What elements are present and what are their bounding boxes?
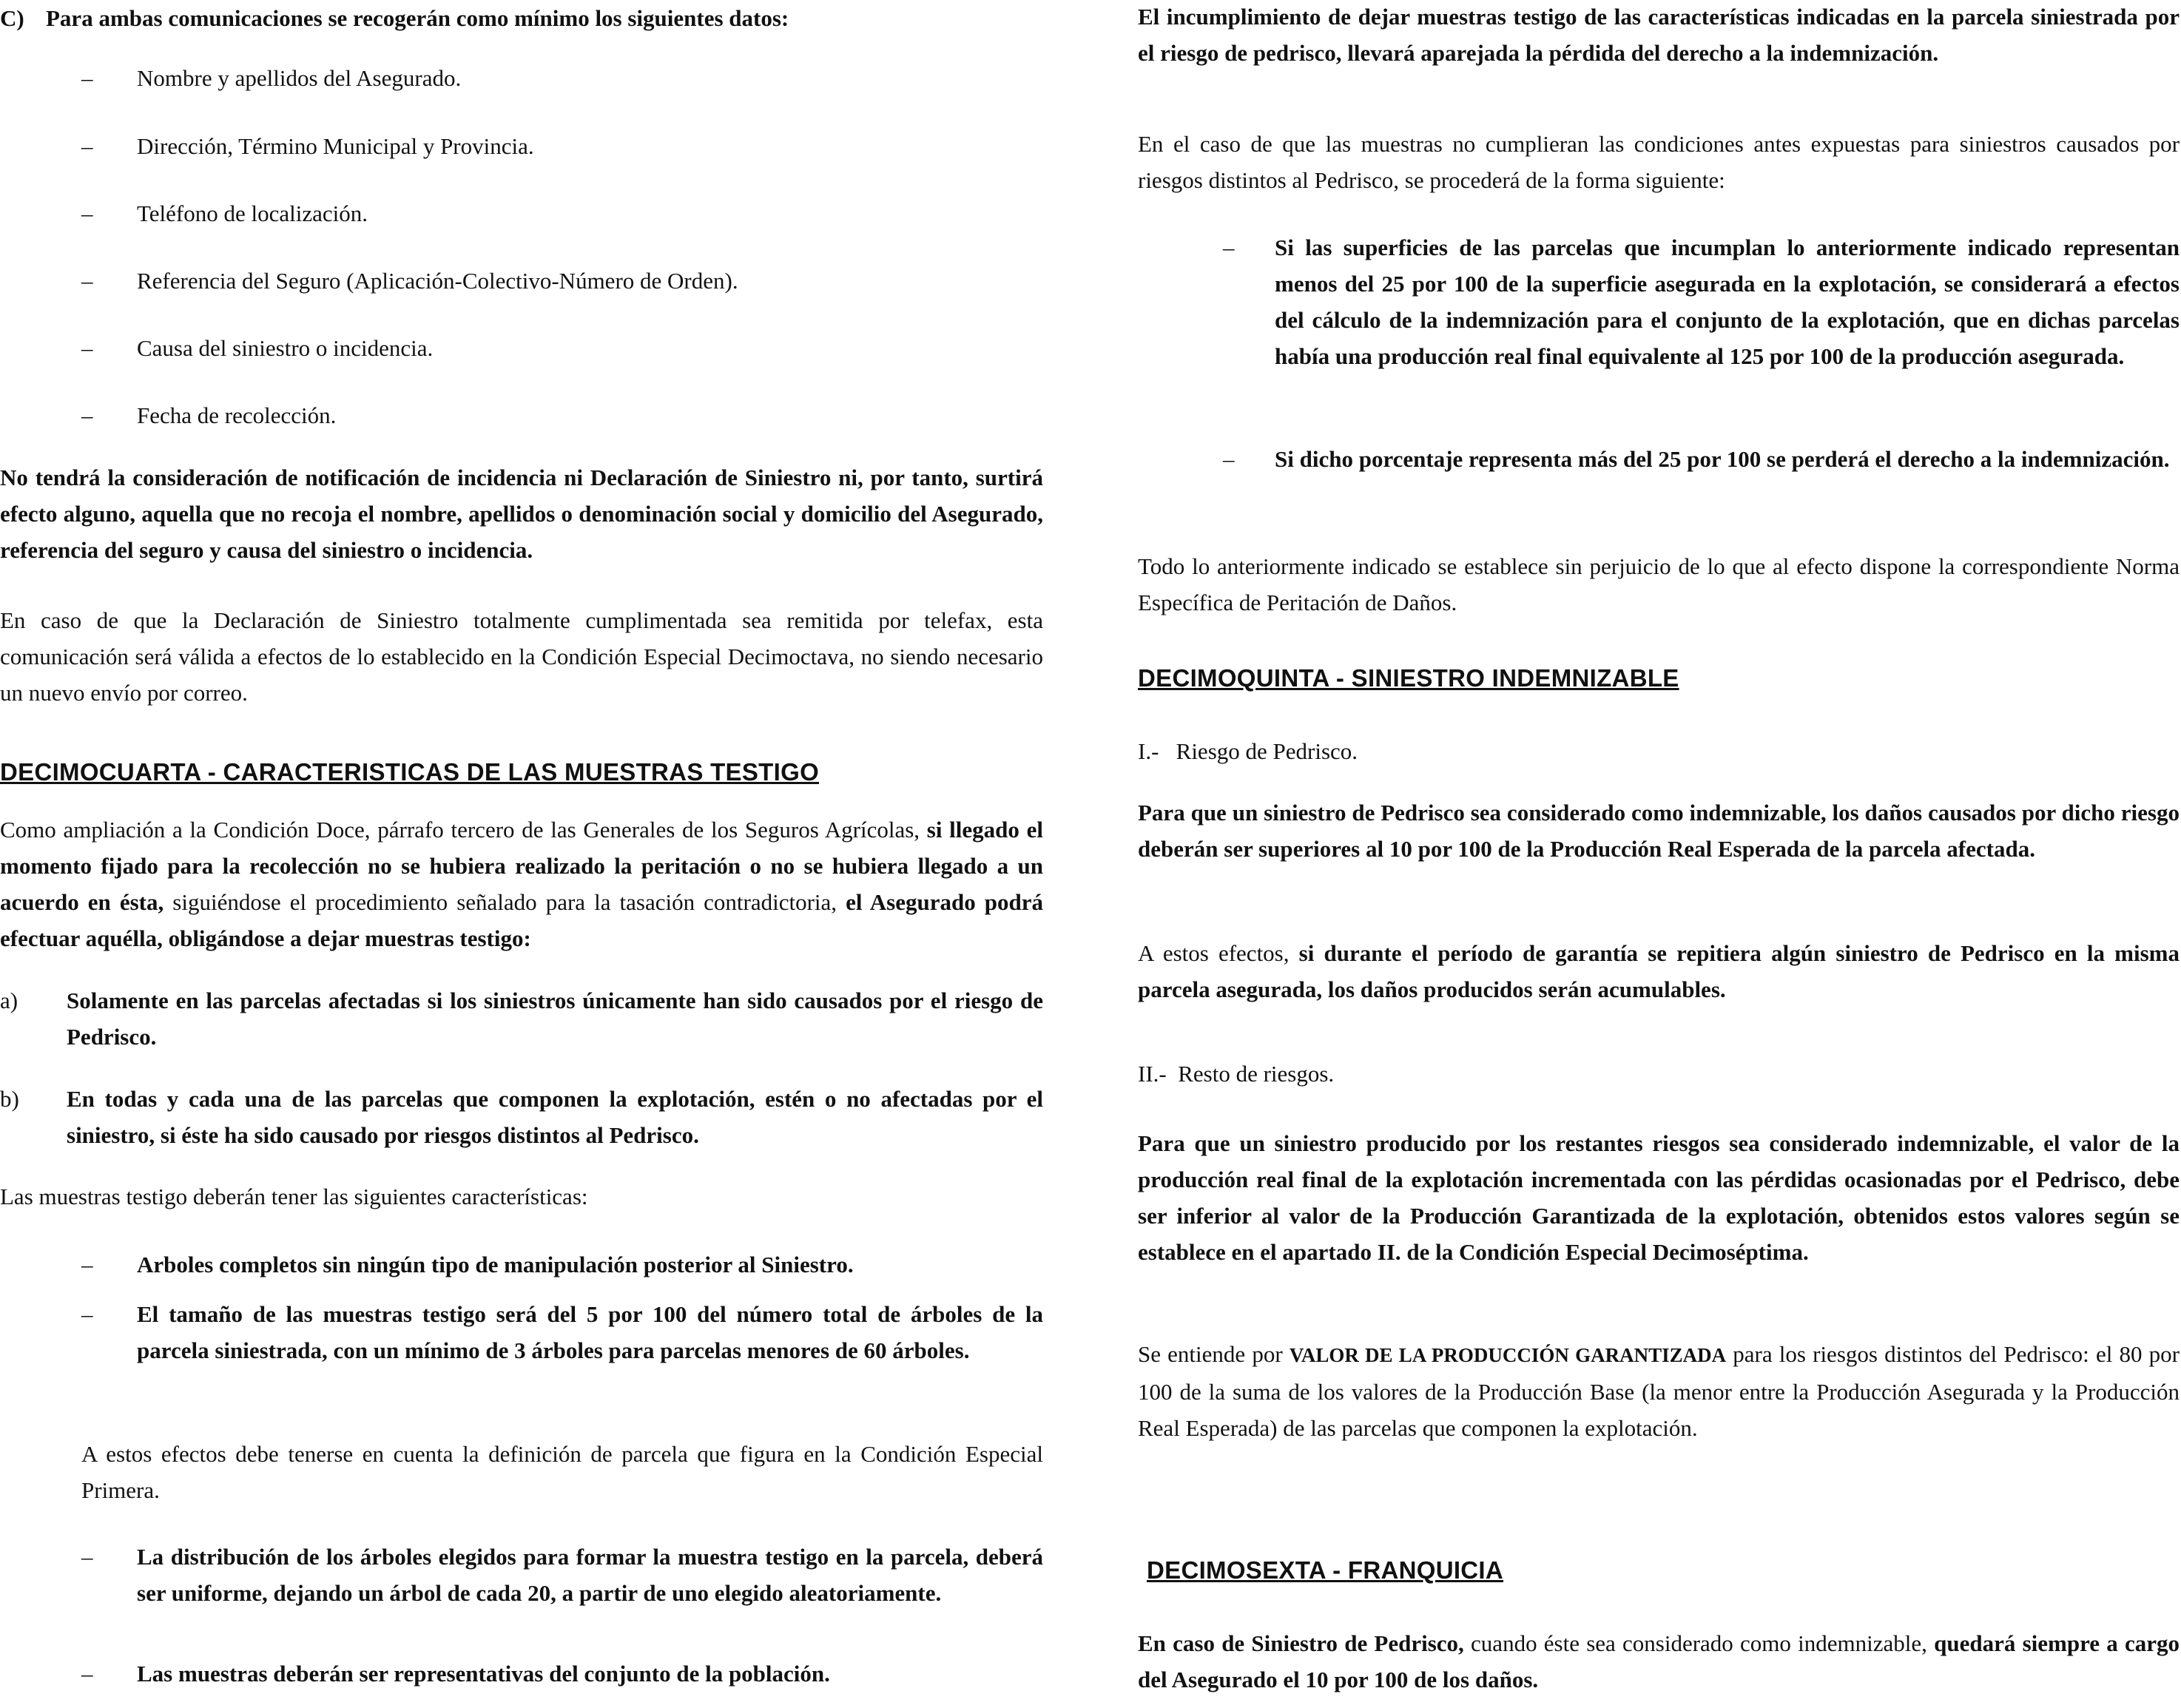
- paragraph-todo-lo: Todo lo anteriormente indicado se establece sin perjuicio de lo que al efecto dispone la correspondiente Norma Específica de Peritación de Daños.: [1138, 553, 2180, 615]
- item-a-label: a): [0, 988, 18, 1013]
- heading-decimocuarta: DECIMOCUARTA - CARACTERISTICAS DE LAS MUESTRAS TESTIGO: [0, 758, 820, 786]
- item-b: [0, 1081, 1043, 1153]
- item-a-text: Solamente en las parcelas afectadas si los siniestros únicamente han sido causados por el riesgo de Pedrisco.: [67, 988, 1043, 1050]
- paragraph-para-que-pedrisco: Para que un siniestro de Pedrisco sea considerado como indemnizable, los daños causados por dicho riesgo deberán ser superiores al 10 por 100 de la Producción Real Esperada de la parcela afectada.: [1138, 800, 2180, 862]
- se-entiende-rest: para los riesgos distintos del Pedrisco: el 80 por 100 de la suma de los valores de la Producción Base (la menor entre la Producción Asegurada y la Producción Real Esperada) de las parcelas que componen la explotación.: [1138, 1341, 2180, 1441]
- item-b-label: b): [0, 1086, 19, 1112]
- paragraph-telefax: En caso de que la Declaración de Siniestro totalmente cumplimentada sea remitida por telefax, esta comunicación será válida a efectos de lo establecido en la Condición Especial Decimoctava, no siendo necesario un nuevo envío por correo.: [0, 607, 1043, 706]
- paragraph-para-que-resto: Para que un siniestro producido por los restantes riesgos sea considerado indemnizable, el valor de la producción real final de la explotación incrementada con las pérdidas ocasionadas por el Pedrisco, debe ser inferior al valor de la Producción Garantizada de la explotación, obtenidos estos valores según se establece en el apartado II. de la Condición Especial Decimoséptima.: [1138, 1130, 2180, 1265]
- a-estos-lead: A estos efectos,: [1138, 940, 1290, 966]
- paragraph-no-tendra: No tendrá la consideración de notificación de incidencia ni Declaración de Siniestro ni, por tanto, surtirá efecto alguno, aquella que no recoja el nombre, apellidos o denominación social y domicilio del Asegurado, referencia del seguro y causa del siniestro o incidencia.: [0, 465, 1043, 563]
- se-entiende-lead: Se entiende por: [1138, 1341, 1283, 1367]
- data-item-fecha: – Fecha de recolección.: [0, 397, 1043, 433]
- data-item-causa: – Causa del siniestro o incidencia.: [0, 330, 1043, 366]
- bullet-si-superficies: – Si las superficies de las parcelas que incumplan lo anteriormente indicado representan menos del 25 por 100 de la superficie asegurada en la explotación, se considerará a efectos del cálculo de la indemnización para el conjunto de la explotación, que en dichas parcelas había una producción real final equivalente al 125 por 100 de la producción asegurada.: [1138, 229, 2180, 374]
- paragraph-en-el-caso: En el caso de que las muestras no cumplieran las condiciones antes expuestas para siniestros causados por riesgos distintos al Pedrisco, se procederá de la forma siguiente:: [1138, 131, 2180, 193]
- a-estos-bold: si durante el período de garantía se repitiera algún siniestro de Pedrisco en la misma parcela asegurada, los daños producidos serán acumulables.: [1138, 940, 2180, 1002]
- section-c: [0, 0, 1043, 36]
- data-item-referencia: – Referencia del Seguro (Aplicación-Colectivo-Número de Orden).: [0, 263, 1043, 299]
- bullet-si-porcentaje: – Si dicho porcentaje representa más del 25 por 100 se perderá el derecho a la indemnización.: [1138, 441, 2180, 477]
- c-intro: Para ambas comunicaciones se recogerán como mínimo los siguientes datos:: [46, 5, 789, 31]
- se-entiende-term: VALOR DE LA PRODUCCIÓN GARANTIZADA: [1289, 1344, 1727, 1366]
- bullet-arboles: – Arboles completos sin ningún tipo de manipulación posterior al Siniestro.: [0, 1246, 1043, 1283]
- paragraph-ampliacion: [0, 811, 1043, 956]
- paragraph-se-entiende: [1138, 1336, 2180, 1446]
- bullet-tamano: – El tamaño de las muestras testigo será del 5 por 100 del número total de árboles de la parcela siniestrada, con un mínimo de 3 árboles para parcelas menores de 60 árboles.: [0, 1296, 1043, 1368]
- franquicia-part-3: quedará siempre a cargo del Asegurado el 10 por 100 de los daños.: [1138, 1630, 2180, 1692]
- paragraph-incumplimiento: El incumplimiento de dejar muestras testigo de las características indicadas en la parcela siniestrada por el riesgo de pedrisco, llevará aparejada la pérdida del derecho a la indemnización.: [1138, 4, 2180, 66]
- subheading-riesgo-pedrisco: I.- Riesgo de Pedrisco.: [1138, 738, 1358, 764]
- ampliacion-part-4: el Asegurado podrá efectuar aquélla, obligándose a dejar muestras testigo:: [0, 889, 1044, 951]
- heading-decimoquinta: DECIMOQUINTA - SINIESTRO INDEMNIZABLE: [1138, 664, 1679, 692]
- heading-decimosexta: DECIMOSEXTA - FRANQUICIA: [1147, 1556, 1504, 1584]
- paragraph-a-estos-efectos: [1138, 935, 2180, 1007]
- data-item-nombre: – Nombre y apellidos del Asegurado.: [0, 60, 1043, 96]
- data-item-telefono: – Teléfono de localización.: [0, 195, 1043, 232]
- item-b-text: En todas y cada una de las parcelas que componen la explotación, estén o no afectadas por el siniestro, si éste ha sido causado por riesgos distintos al Pedrisco.: [67, 1086, 1043, 1148]
- franquicia-part-2: cuando éste sea considerado como indemnizable,: [1471, 1630, 1927, 1656]
- paragraph-franquicia: [1138, 1625, 2180, 1698]
- ampliacion-part-1: Como ampliación a la Condición Doce, párrafo tercero de las Generales de los Seguros Agrícolas,: [0, 817, 920, 843]
- subheading-resto-riesgos: II.- Resto de riesgos.: [1138, 1061, 1335, 1087]
- ampliacion-part-2: si llegado el momento fijado para la recolección no se hubiera realizado la peritación o no se hubiera llegado a un acuerdo en ésta,: [0, 817, 1043, 915]
- ampliacion-part-3: siguiéndose el procedimiento señalado para la tasación contradictoria,: [172, 889, 837, 915]
- franquicia-part-1: En caso de Siniestro de Pedrisco,: [1138, 1630, 1464, 1656]
- bullet-distribucion: – La distribución de los árboles elegidos para formar la muestra testigo en la parcela, deberá ser uniforme, dejando un árbol de cada 20, a partir de uno elegido aleatoriamente.: [0, 1539, 1043, 1611]
- data-item-direccion: – Dirección, Término Municipal y Provincia.: [0, 128, 1043, 164]
- c-label: C): [0, 5, 24, 31]
- paragraph-caracteristicas: Las muestras testigo deberán tener las siguientes características:: [0, 1184, 588, 1209]
- item-a: [0, 982, 1043, 1055]
- bullet-representativas: – Las muestras deberán ser representativas del conjunto de la población.: [0, 1655, 1043, 1692]
- paragraph-estos-efectos: A estos efectos debe tenerse en cuenta la definición de parcela que figura en la Condición Especial Primera.: [81, 1441, 1043, 1503]
